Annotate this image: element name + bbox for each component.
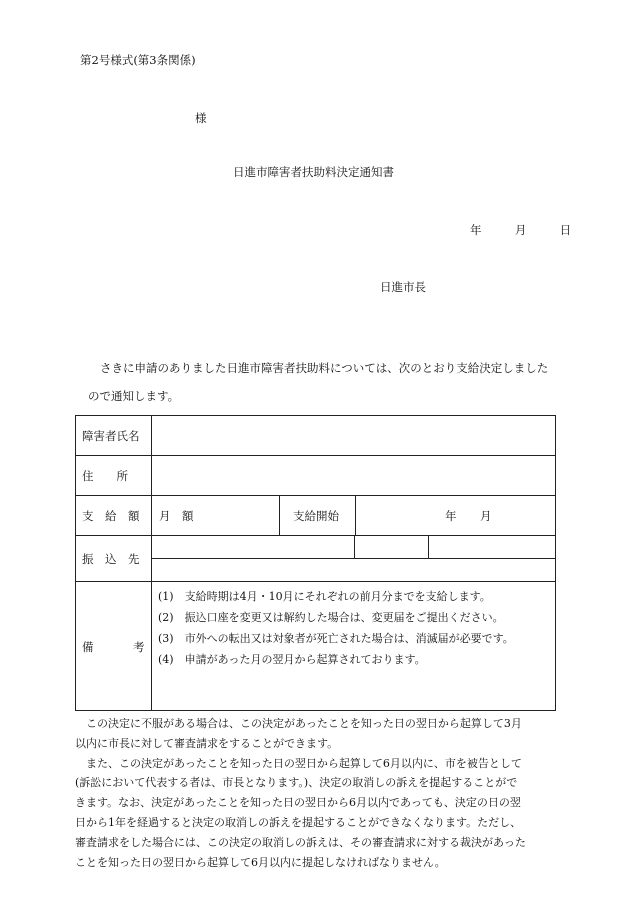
payment-start-month: 月 bbox=[480, 509, 492, 523]
form-number: 第2号様式(第3条関係) bbox=[80, 53, 196, 67]
lawsuit-line: 審査請求をした場合には、この決定の取消しの訴えは、その審査請求に対する裁決があった bbox=[75, 835, 526, 849]
lawsuit-line: きます。なお、決定があったことを知った日の翌日から6月以内であっても、決定の日の翌 bbox=[75, 796, 521, 810]
remark-item: (1) 支給時期は4月・10月にそれぞれの前月分までを支給します。 bbox=[158, 590, 491, 603]
remark-item: (3) 市外への転出又は対象者が死亡された場合は、消滅届が必要です。 bbox=[158, 632, 514, 645]
date-year: 年 bbox=[470, 223, 482, 237]
amount-label: 支 給 額 bbox=[82, 509, 140, 523]
remark-item: (2) 振込口座を変更又は解約した場合は、変更届をご提出ください。 bbox=[158, 611, 504, 624]
payment-start-label: 支給開始 bbox=[293, 509, 339, 523]
issuer-name: 日進市長 bbox=[380, 280, 426, 294]
remark-item: (4) 申請があった月の翌月から起算されております。 bbox=[158, 653, 426, 666]
lawsuit-line: ことを知った日の翌日から起算して6月以内に提起しなければなりません。 bbox=[75, 855, 446, 869]
lawsuit-line: また、この決定があったことを知った日の翌日から起算して6月以内に、市を被告として bbox=[75, 756, 522, 770]
name-label: 障害者氏名 bbox=[82, 429, 140, 443]
address-label: 住 所 bbox=[82, 469, 128, 483]
monthly-amount-label: 月 額 bbox=[159, 509, 194, 523]
lawsuit-line: 日から1年を経過すると決定の取消しの訴えを提起することができなくなります。ただし、 bbox=[75, 815, 522, 829]
remarks-label-2: 考 bbox=[133, 640, 145, 654]
payment-start-year: 年 bbox=[445, 509, 457, 523]
issue-date bbox=[470, 222, 571, 238]
transfer-label: 振 込 先 bbox=[82, 552, 140, 566]
appeal-line: 以内に市長に対して審査請求をすることができます。 bbox=[75, 736, 339, 750]
appeal-line: この決定に不服がある場合は、この決定があったことを知った日の翌日から起算して3月 bbox=[75, 717, 522, 730]
lawsuit-line: (訴訟において代表する者は、市長となります。)、決定の取消しの訴えを提起することがで bbox=[75, 776, 518, 790]
intro-line-2: ので通知します。 bbox=[88, 389, 180, 403]
appeal-notice bbox=[75, 714, 565, 872]
addressee-suffix: 様 bbox=[195, 111, 207, 125]
remarks-label-1: 備 bbox=[82, 640, 94, 654]
intro-line-1: さきに申請のありました日進市障害者扶助料については、次のとおり支給決定しました bbox=[100, 361, 549, 375]
date-month: 月 bbox=[514, 223, 527, 237]
document-title: 日進市障害者扶助料決定通知書 bbox=[233, 165, 394, 179]
date-day: 日 bbox=[559, 223, 572, 237]
